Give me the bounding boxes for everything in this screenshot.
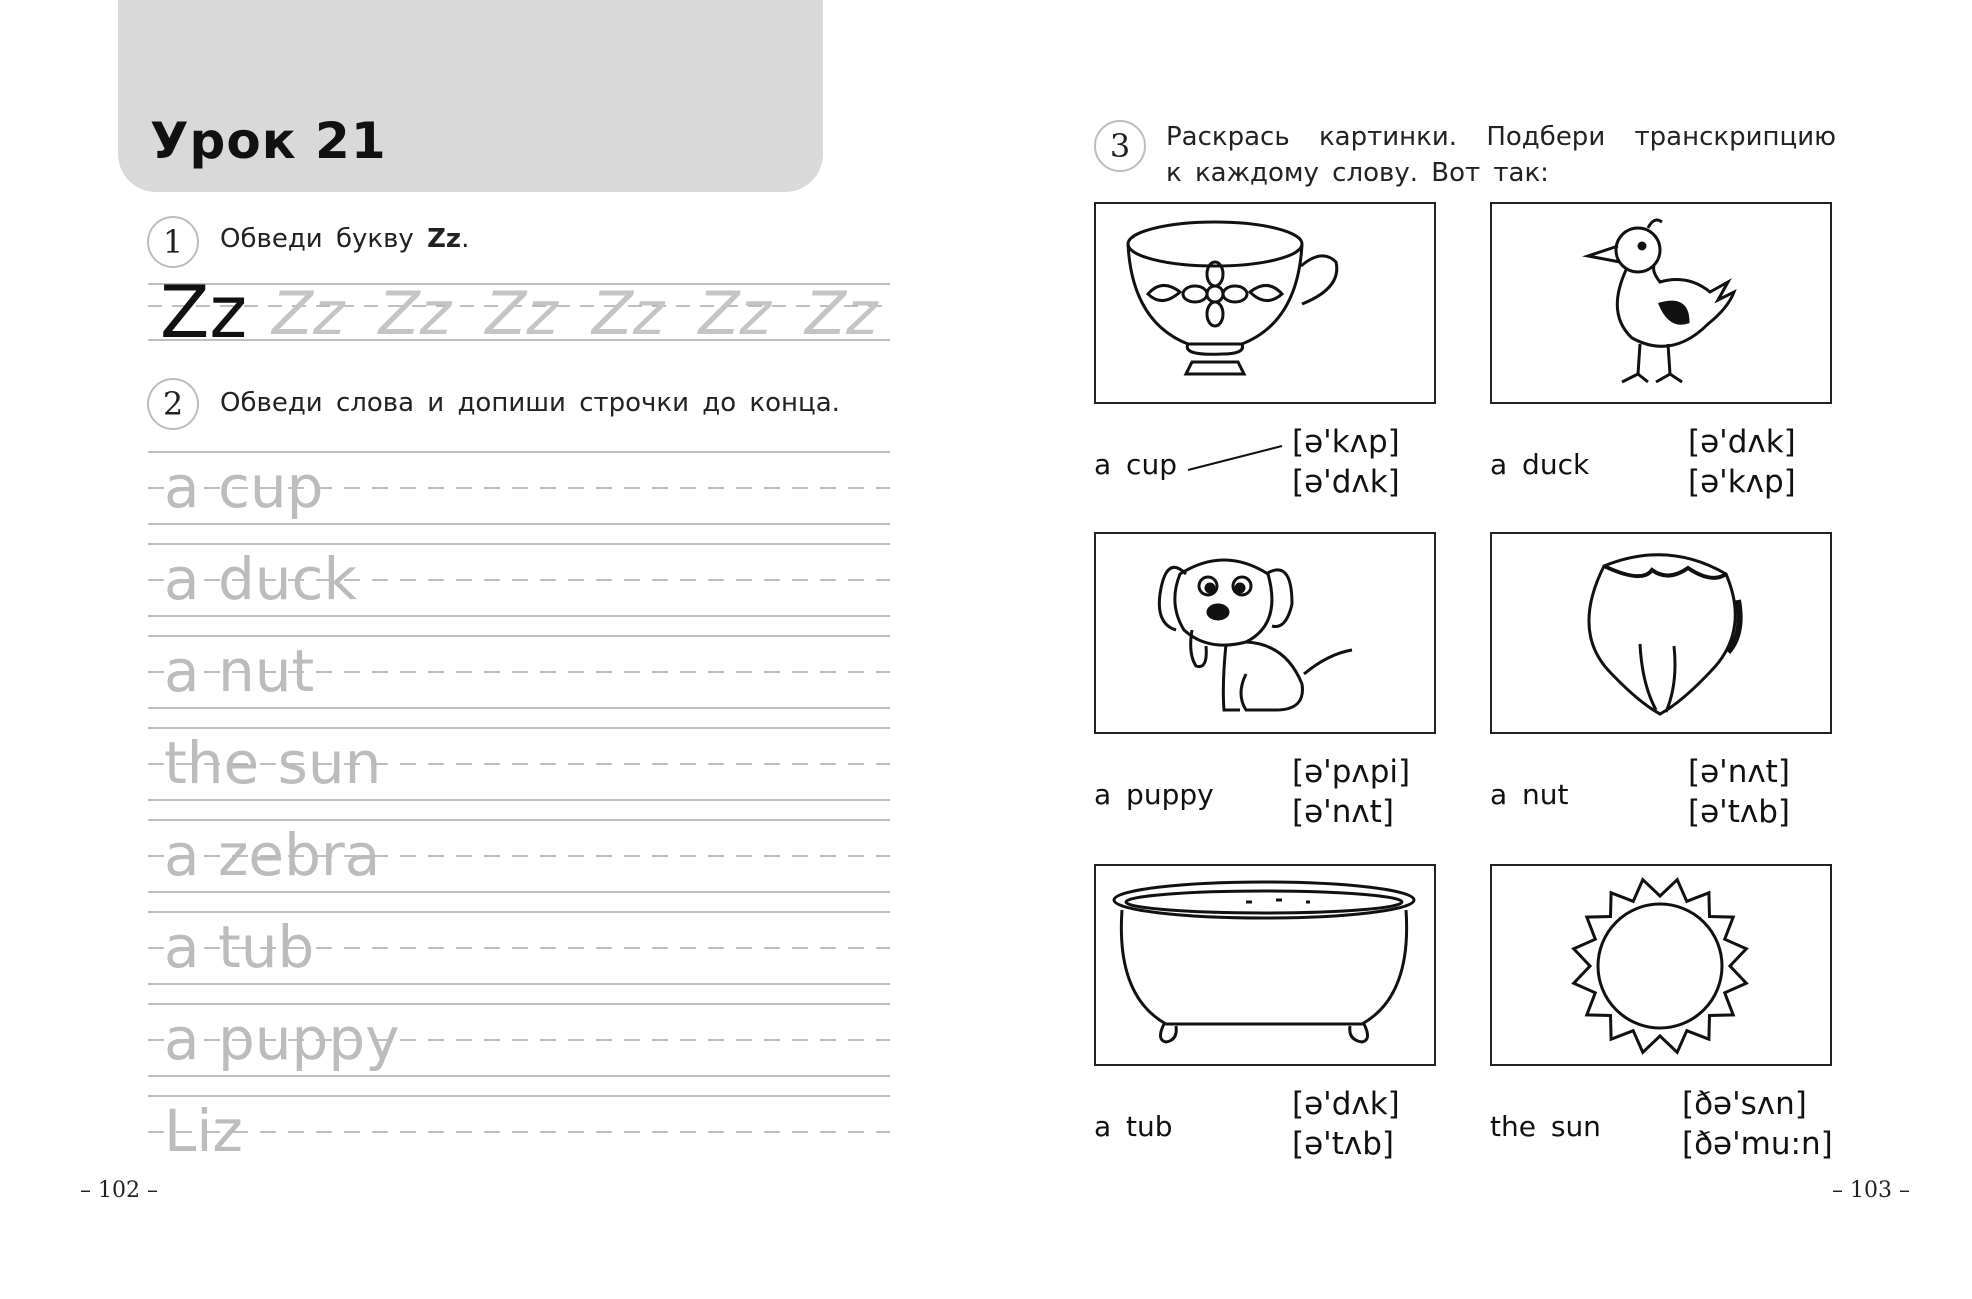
card-word: a cup: [1094, 448, 1177, 481]
zz-trace-letter[interactable]: Zz: [698, 279, 772, 349]
transcription-option[interactable]: [ə'dʌk]: [1688, 424, 1796, 460]
task-2-number: 2: [147, 378, 199, 430]
trace-word-text: a cup: [164, 453, 324, 521]
card-transcriptions: [1292, 752, 1410, 832]
card-transcriptions: [1292, 422, 1400, 502]
zz-trace-letter[interactable]: Zz: [805, 279, 878, 349]
zz-trace-letter[interactable]: Zz: [272, 279, 345, 349]
card-transcriptions: [1682, 1084, 1833, 1164]
transcription-option[interactable]: [ə'dʌk]: [1292, 1086, 1400, 1122]
trace-word-text: a puppy: [164, 1005, 400, 1073]
transcription-option[interactable]: [ə'tʌb]: [1688, 794, 1790, 830]
duck-icon: [1492, 204, 1830, 402]
task-1-number: 1: [147, 216, 199, 268]
task-1-instruction: [220, 224, 469, 254]
picture-card-duck[interactable]: [1490, 202, 1832, 404]
card-word: a duck: [1490, 448, 1590, 481]
trace-word[interactable]: [164, 913, 315, 981]
transcription-option[interactable]: [ə'kʌp]: [1688, 464, 1796, 500]
trace-word[interactable]: [164, 729, 382, 797]
task-3-line-2: к каждому слову. Вот так:: [1166, 158, 1549, 188]
trace-word[interactable]: [164, 1005, 400, 1073]
tub-icon: [1096, 866, 1434, 1064]
task-1-suffix: .: [461, 224, 470, 254]
trace-word-text: a tub: [164, 913, 315, 981]
zz-trace-row: [272, 279, 878, 349]
card-transcriptions: [1292, 1084, 1400, 1164]
picture-card-nut[interactable]: [1490, 532, 1832, 734]
cup-icon: [1096, 204, 1434, 402]
picture-card-puppy[interactable]: [1094, 532, 1436, 734]
picture-card-cup[interactable]: [1094, 202, 1436, 404]
trace-word[interactable]: [164, 545, 358, 613]
zz-trace-letter[interactable]: Zz: [378, 279, 452, 349]
transcription-option[interactable]: [ə'nʌt]: [1292, 794, 1394, 830]
transcription-option[interactable]: [ðə'sʌn]: [1682, 1086, 1807, 1122]
task-1-letter: Zz: [427, 224, 462, 254]
transcription-option[interactable]: [ə'tʌb]: [1292, 1126, 1394, 1162]
transcription-option[interactable]: [ə'kʌp]: [1292, 424, 1400, 460]
card-transcriptions: [1688, 422, 1796, 502]
lesson-title: Урок 21: [150, 112, 387, 170]
page-number-right: – 103 –: [1832, 1178, 1910, 1203]
trace-word[interactable]: [164, 821, 381, 889]
picture-card-sun[interactable]: [1490, 864, 1832, 1066]
trace-word-text: a duck: [164, 545, 358, 613]
task-3-number: 3: [1094, 120, 1146, 172]
puppy-icon: [1096, 534, 1434, 732]
zz-trace-letter[interactable]: Zz: [485, 279, 558, 349]
task-1-text: Обведи букву: [220, 224, 428, 254]
card-word: a puppy: [1094, 778, 1214, 811]
trace-word-text: a zebra: [164, 821, 381, 889]
page-number-left: – 102 –: [80, 1178, 158, 1203]
trace-word-text: a nut: [164, 637, 315, 705]
zz-trace-letter[interactable]: Zz: [591, 279, 665, 349]
card-word: the sun: [1490, 1110, 1601, 1143]
card-word: a tub: [1094, 1110, 1173, 1143]
transcription-option[interactable]: [ə'nʌt]: [1688, 754, 1790, 790]
transcription-option[interactable]: [ə'dʌk]: [1292, 464, 1400, 500]
sun-icon: [1492, 866, 1830, 1064]
trace-word[interactable]: [164, 453, 324, 521]
task-2-instruction: Обведи слова и допиши строчки до конца.: [220, 388, 840, 418]
card-word: a nut: [1490, 778, 1569, 811]
transcription-option[interactable]: [ə'pʌpi]: [1292, 754, 1411, 790]
trace-word[interactable]: [164, 637, 315, 705]
picture-card-tub[interactable]: [1094, 864, 1436, 1066]
zz-model-letter: Zz: [160, 270, 248, 354]
transcription-option[interactable]: [ðə'mu:n]: [1682, 1126, 1833, 1162]
nut-icon: [1492, 534, 1830, 732]
example-match-line: [1186, 440, 1286, 474]
trace-word[interactable]: [164, 1097, 243, 1165]
trace-word-text: Liz: [164, 1097, 243, 1165]
task-3-line-1: Раскрась картинки. Подбери транскрипцию: [1166, 122, 1836, 152]
card-transcriptions: [1688, 752, 1790, 832]
trace-word-text: the sun: [164, 729, 382, 797]
